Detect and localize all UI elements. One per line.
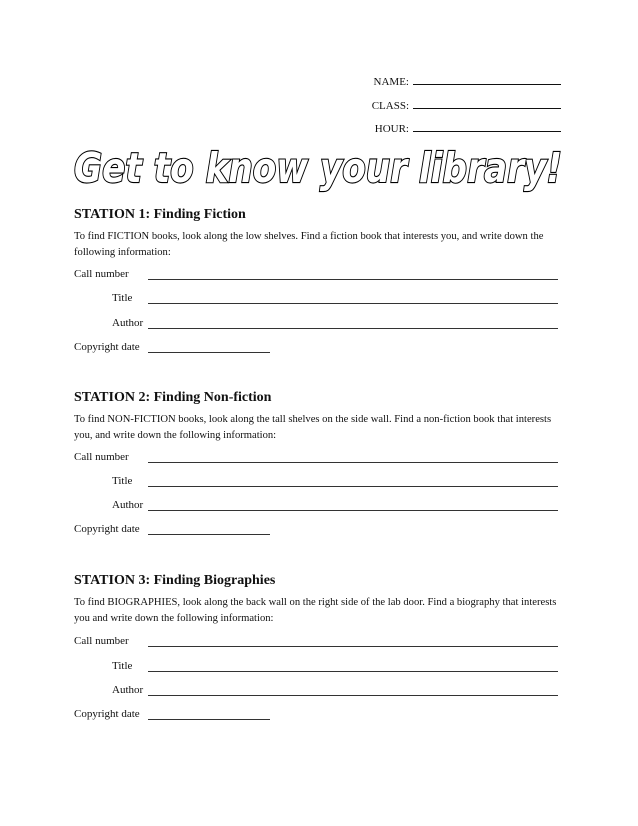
station-1-title-row bbox=[74, 291, 562, 305]
call-number-label: Call number bbox=[74, 635, 129, 647]
station-1-instructions: To find FICTION books, look along the low shelves. Find a fiction book that interests you, and write down the following information: bbox=[74, 231, 544, 258]
class-row bbox=[371, 98, 561, 122]
station-2-title-row bbox=[74, 474, 562, 488]
page-title bbox=[70, 137, 570, 193]
author-label: Author bbox=[112, 499, 144, 511]
station-3-author-row bbox=[74, 683, 562, 697]
class-label: CLASS: bbox=[371, 99, 409, 112]
station-1 bbox=[74, 207, 562, 353]
station-3 bbox=[74, 573, 562, 720]
call-number-label: Call number bbox=[74, 451, 129, 463]
copyright-date-blank[interactable] bbox=[148, 352, 270, 353]
title-label: Title bbox=[112, 475, 133, 487]
copyright-date-label: Copyright date bbox=[74, 341, 140, 353]
author-blank[interactable] bbox=[148, 328, 558, 329]
class-blank[interactable] bbox=[413, 98, 561, 109]
station-2-author-row bbox=[74, 498, 562, 512]
station-1-heading: STATION 1: Finding Fiction bbox=[74, 207, 246, 222]
hour-blank[interactable] bbox=[413, 121, 561, 132]
copyright-date-label: Copyright date bbox=[74, 708, 140, 720]
call-number-blank[interactable] bbox=[148, 279, 558, 280]
station-1-author-row bbox=[74, 316, 562, 330]
station-2-heading: STATION 2: Finding Non-fiction bbox=[74, 390, 272, 405]
copyright-date-blank[interactable] bbox=[148, 534, 270, 535]
page-title-text: Get to know your library! bbox=[74, 144, 562, 192]
title-label: Title bbox=[112, 292, 133, 304]
title-blank[interactable] bbox=[148, 671, 558, 672]
station-2-call-number-row bbox=[74, 450, 562, 464]
station-2-copyright-row bbox=[74, 522, 562, 536]
title-blank[interactable] bbox=[148, 486, 558, 487]
author-blank[interactable] bbox=[148, 695, 558, 696]
name-row bbox=[371, 74, 561, 98]
station-1-call-number-row bbox=[74, 267, 562, 281]
name-label: NAME: bbox=[373, 76, 409, 88]
station-2-instructions: To find NON-FICTION books, look along the tall shelves on the side wall. Find a non-fiction book that interests you, and write down the following information: bbox=[74, 414, 552, 441]
station-1-copyright-row bbox=[74, 340, 562, 354]
station-3-heading: STATION 3: Finding Biographies bbox=[74, 573, 276, 588]
title-blank[interactable] bbox=[148, 303, 558, 304]
title-label: Title bbox=[112, 660, 133, 672]
copyright-date-blank[interactable] bbox=[148, 719, 270, 720]
copyright-date-label: Copyright date bbox=[74, 523, 140, 535]
station-2 bbox=[74, 390, 562, 535]
station-3-copyright-row bbox=[74, 707, 562, 721]
call-number-label: Call number bbox=[74, 268, 129, 280]
student-info-block bbox=[371, 74, 561, 145]
station-3-call-number-row bbox=[74, 634, 562, 648]
call-number-blank[interactable] bbox=[148, 646, 558, 647]
call-number-blank[interactable] bbox=[148, 462, 558, 463]
name-blank[interactable] bbox=[413, 74, 561, 85]
station-3-instructions: To find BIOGRAPHIES, look along the back wall on the right side of the lab door. Find a biography that interests you and write down the following information: bbox=[74, 597, 557, 624]
hour-label: HOUR: bbox=[374, 123, 409, 135]
author-label: Author bbox=[112, 317, 144, 329]
author-label: Author bbox=[112, 684, 144, 696]
station-3-title-row bbox=[74, 659, 562, 673]
author-blank[interactable] bbox=[148, 510, 558, 511]
